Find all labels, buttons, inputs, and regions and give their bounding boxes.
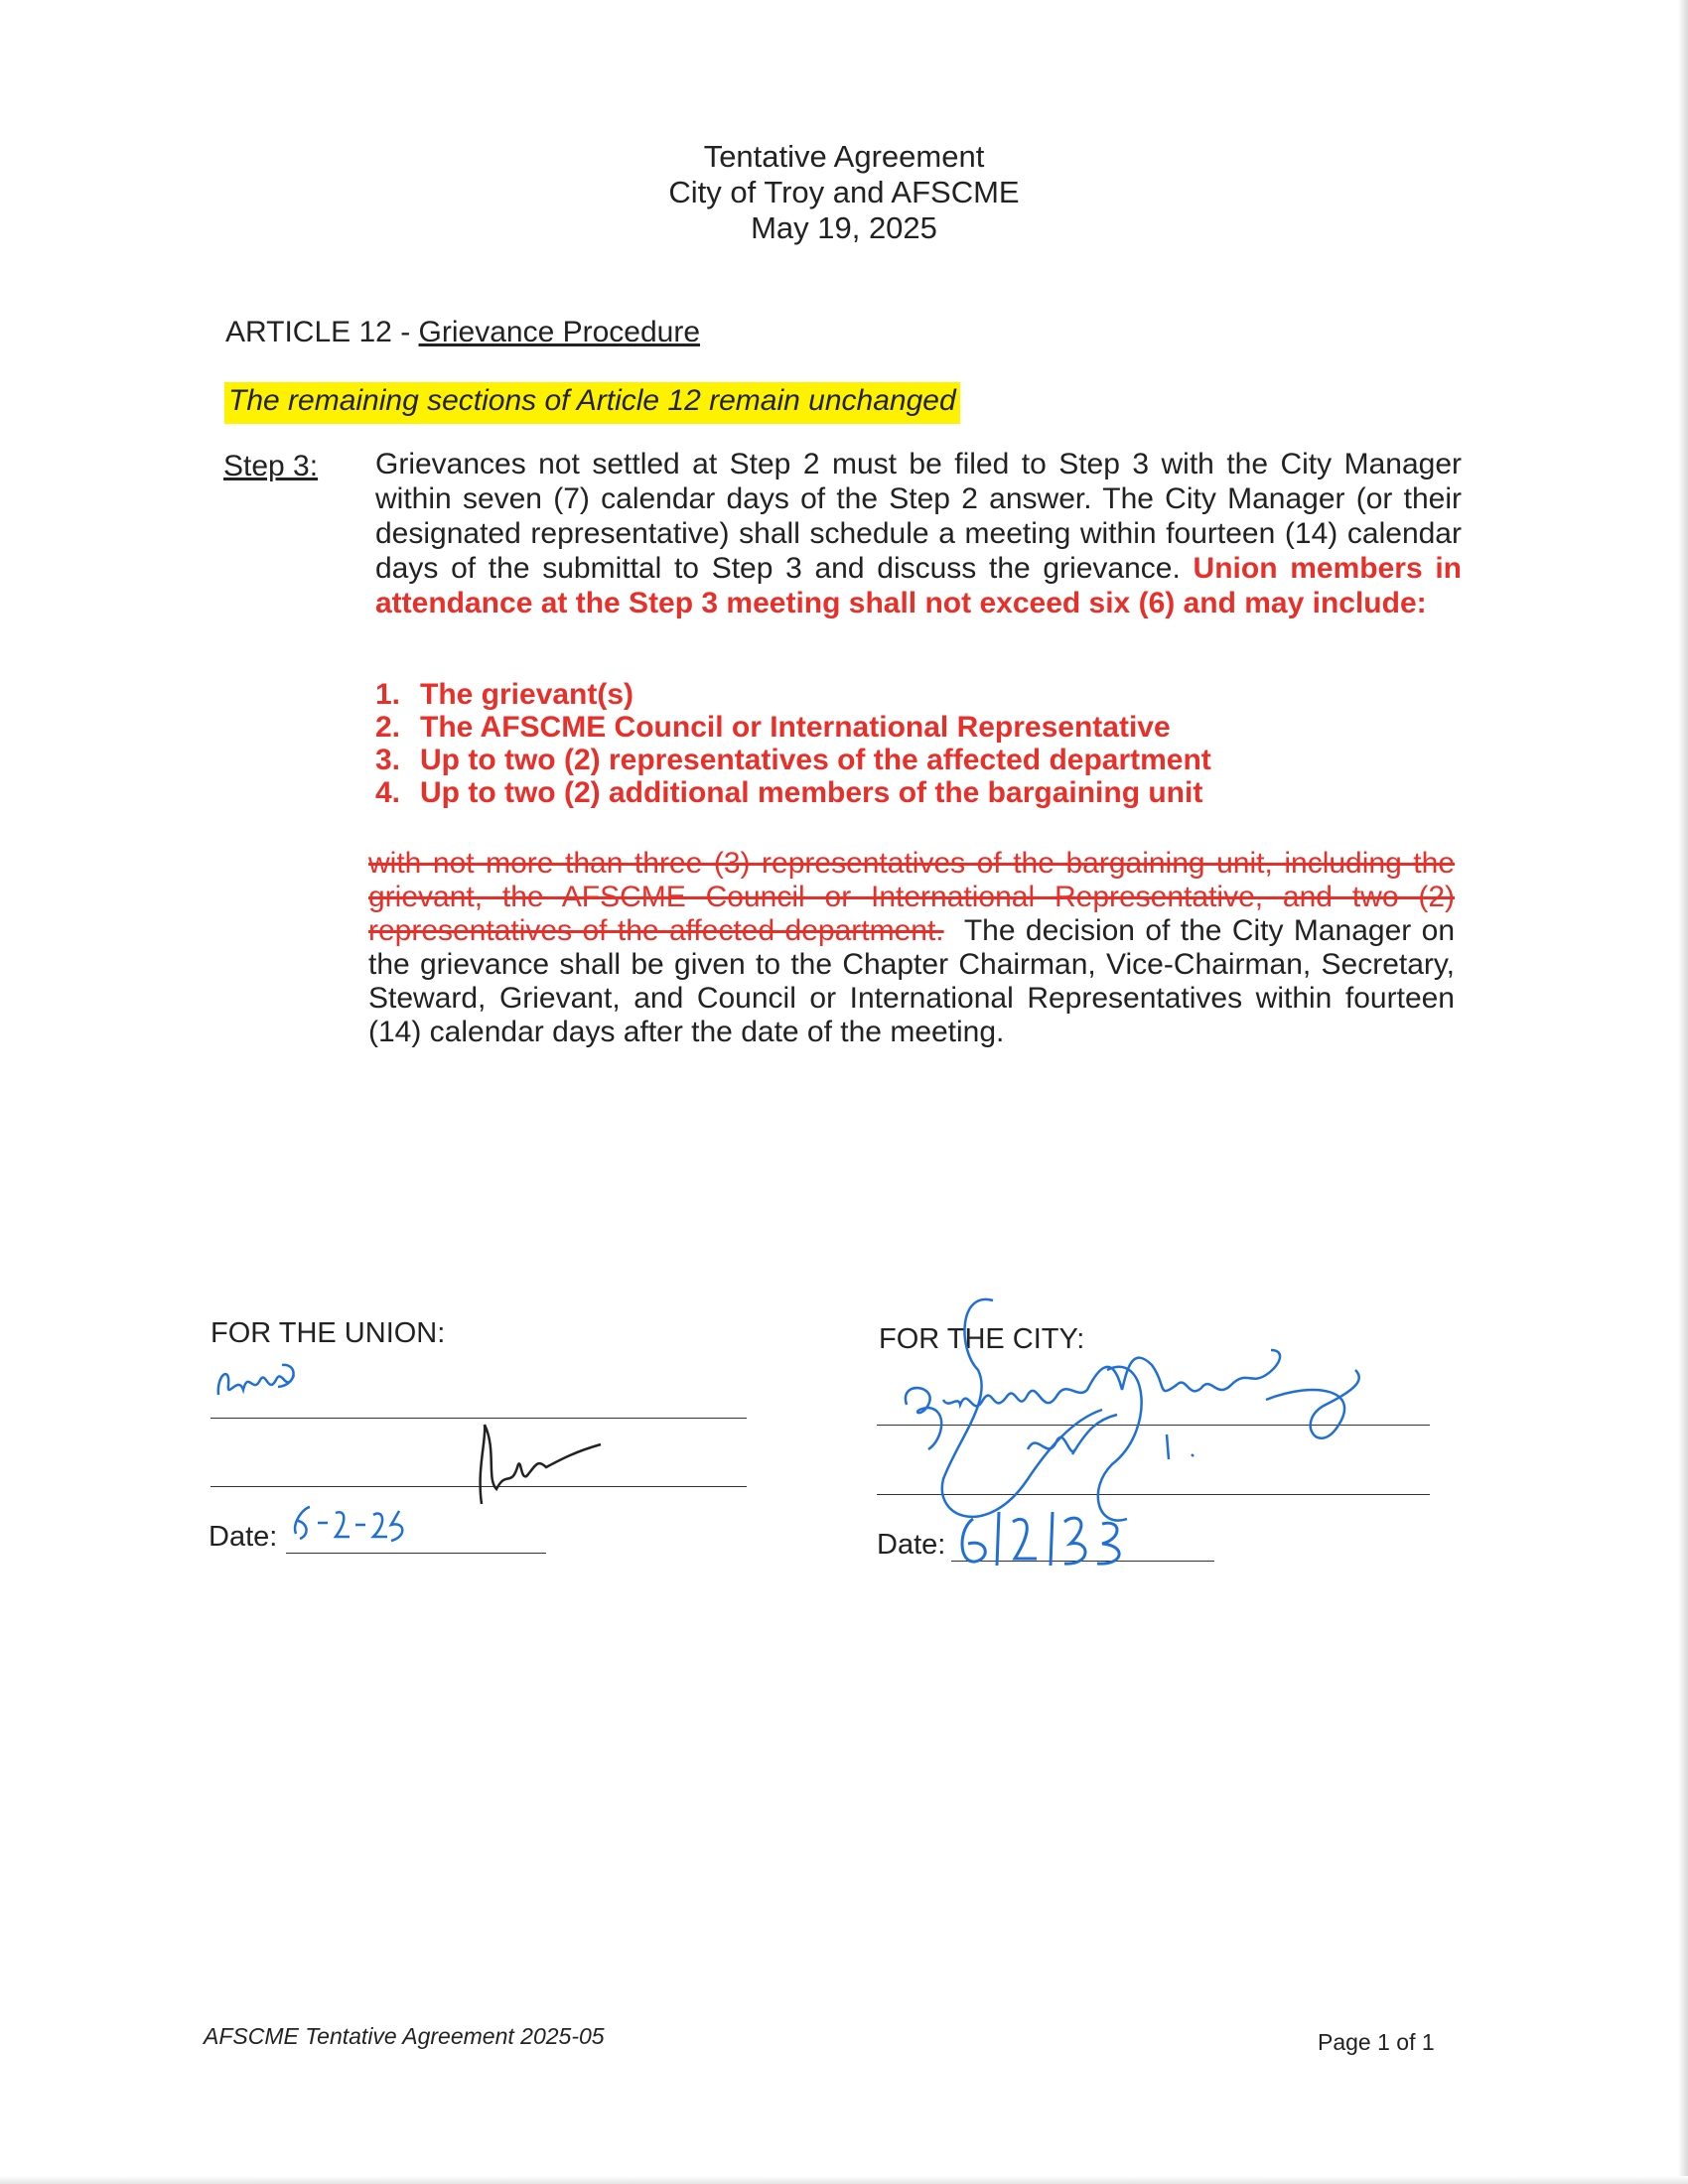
list-item (375, 776, 1468, 809)
list-number: 2. (375, 711, 401, 744)
list-item (375, 678, 1468, 711)
header-parties: City of Troy and AFSCME (668, 175, 1020, 209)
closing-paragraph (368, 847, 1455, 1049)
list-text: Up to two (2) additional members of the bargaining unit (420, 776, 1203, 809)
list-item (375, 711, 1468, 744)
article-number: ARTICLE 12 - (225, 316, 419, 348)
city-signature-label: FOR THE CITY: (879, 1323, 1085, 1355)
list-number: 4. (375, 776, 401, 809)
struck-text: with not more than three (3) representatives of the bargaining unit, including the grievant, the AFSCME Council or International Representative, and two (2) representatives of the affected department. (368, 847, 1455, 947)
document-header (0, 139, 1688, 246)
city-date-handwriting (953, 1504, 1142, 1573)
union-signature-2 (467, 1420, 606, 1509)
list-number: 3. (375, 744, 401, 776)
list-item (375, 744, 1468, 776)
list-text: The AFSCME Council or International Representative (420, 711, 1171, 744)
step-paragraph (375, 447, 1462, 620)
article-heading (225, 316, 700, 349)
union-signature-line-1 (211, 1418, 747, 1419)
step-label: Step 3: (223, 450, 319, 482)
union-signature-label: FOR THE UNION: (211, 1317, 446, 1349)
footer-page-number: Page 1 of 1 (1318, 2029, 1435, 2055)
list-text: The grievant(s) (420, 678, 634, 711)
attendee-list (375, 678, 1468, 809)
step-added-text: Union members in attendance at the Step 3 meeting shall not exceed six (6) and may include: (375, 552, 1462, 619)
list-number: 1. (375, 678, 401, 711)
header-date: May 19, 2025 (751, 210, 937, 245)
union-date-handwriting (288, 1499, 427, 1549)
page-bottom-shadow (0, 2176, 1688, 2184)
page-edge-shadow (1678, 0, 1688, 2184)
union-date-label: Date: (209, 1521, 278, 1553)
city-date-label: Date: (877, 1529, 946, 1561)
header-title: Tentative Agreement (703, 139, 985, 174)
article-title: Grievance Procedure (418, 316, 701, 348)
step-intro-text: Grievances not settled at Step 2 must be filed to Step 3 with the City Manager within seven (7) calendar days of the Step 2 answer. The City Manager (or their designated representative) shall schedule a meeting within fourteen (14) calendar days of the submittal to Step 3 and discuss the grievance. (375, 448, 1462, 585)
union-signature-1 (209, 1355, 308, 1415)
footer-document-id: AFSCME Tentative Agreement 2025-05 (204, 2023, 605, 2049)
closing-text: The decision of the City Manager on the grievance shall be given to the Chapter Chairman, Vice-Chairman, Secretary, Steward, Grievant, and Council or International Representatives within fourteen (14) calendar days after the date of the meeting. (368, 914, 1456, 1048)
list-text: Up to two (2) representatives of the affected department (420, 744, 1211, 776)
union-date-line (286, 1553, 546, 1554)
highlight-note: The remaining sections of Article 12 remain unchanged (224, 382, 960, 424)
